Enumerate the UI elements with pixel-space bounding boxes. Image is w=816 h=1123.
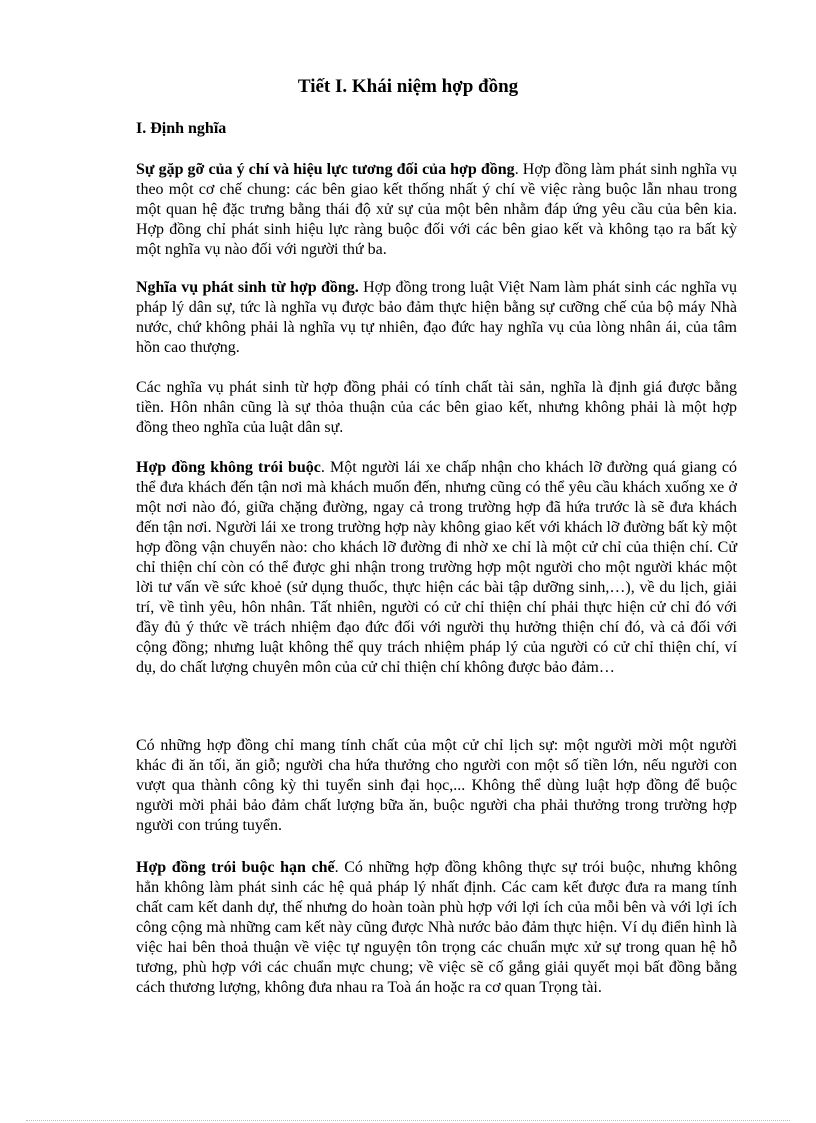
paragraph-text: Có những hợp đồng chỉ mang tính chất của một cử chỉ lịch sự: một người mời một người khác đi ăn tối, ăn giỗ; người cha hứa thưởng cho người con một số tiền lớn, nếu người con vượt qua thành công kỳ thi tuyển sinh đại học,... Không thể dùng luật hợp đồng để buộc người mời phải bảo đảm chất lượng bữa ăn, buộc người cha phải thưởng trong trường hợp người con trúng tuyển. (136, 737, 737, 834)
paragraph-text: Hợp đồng trong luật Việt Nam làm phát sinh các nghĩa vụ pháp lý dân sự, tức là nghĩa vụ được bảo đảm thực hiện bằng sự cưỡng chế của bộ máy Nhà nước, chứ không phải là nghĩa vụ tự nhiên, đạo đức hay nghĩa vụ của lòng nhân ái, của tâm hồn cao thượng. (136, 279, 737, 356)
paragraph-lead: Hợp đồng không trói buộc (136, 459, 321, 476)
paragraph-text: . Có những hợp đồng không thực sự trói buộc, nhưng không hẳn không làm phát sinh các hệ quả pháp lý nhất định. Các cam kết được đưa ra mang tính chất cam kết danh dự, thế nhưng do hoàn toàn phù hợp với lợi ích của mỗi bên và với lợi ích công cộng mà những cam kết này cũng được Nhà nước bảo đảm thực hiện. Ví dụ điển hình là việc hai bên thoả thuận về việc tự nguyện tôn trọng các chuẩn mực xử sự trong quan hệ hỗ tương, phù hợp với các chuẩn mực chung; về việc sẽ cố gắng giải quyết mọi bất đồng bằng cách thương lượng, không đưa nhau ra Toà án hoặc ra cơ quan Trọng tài. (136, 859, 738, 996)
section-heading: I. Định nghĩa (136, 120, 227, 137)
paragraph-text: . Hợp đồng làm phát sinh nghĩa vụ theo một cơ chế chung: các bên giao kết thống nhất ý chí về việc ràng buộc lẫn nhau trong một quan hệ đặc trưng bằng thái độ xử sự của một bên nhằm đáp ứng yêu cầu của bên kia. Hợp đồng chỉ phát sinh hiệu lực ràng buộc đối với các bên giao kết và không tạo ra bất kỳ một nghĩa vụ nào đối với người thứ ba. (136, 161, 737, 258)
paragraph-4 (136, 458, 737, 678)
page-bottom-divider (26, 1120, 790, 1121)
paragraph-1 (136, 160, 737, 260)
page-title: Tiết I. Khái niệm hợp đồng (297, 76, 519, 97)
paragraph-6 (136, 858, 737, 998)
paragraph-text: Các nghĩa vụ phát sinh từ hợp đồng phải có tính chất tài sản, nghĩa là định giá được bằng tiền. Hôn nhân cũng là sự thỏa thuận của các bên giao kết, nhưng không phải là một hợp đồng theo nghĩa của luật dân sự. (136, 379, 737, 436)
paragraph-5 (136, 736, 737, 836)
paragraph-lead: Sự gặp gỡ của ý chí và hiệu lực tương đối của hợp đồng (136, 161, 515, 178)
paragraph-text: . Một người lái xe chấp nhận cho khách lỡ đường quá giang có thể đưa khách đến tận nơi mà khách muốn đến, nhưng cũng có thể yêu cầu khách xuống xe ở một nơi nào đó, giữa chặng đường, ngay cả trong trường hợp đã hứa trước là sẽ đưa khách đến tận nơi. Người lái xe trong trường hợp này không giao kết với khách lỡ đường bất kỳ một hợp đồng vận chuyển nào: cho khách lỡ đường đi nhờ xe chỉ là một cử chỉ của thiện chí. Cử chỉ thiện chí còn có thể được ghi nhận trong trường hợp một người cho một người khác một lời tư vấn về sức khoẻ (sử dụng thuốc, thực hiện các bài tập dưỡng sinh,…), về du lịch, giải trí, về tình yêu, hôn nhân. Tất nhiên, người có cử chỉ thiện chí phải thực hiện cử chỉ đó với đầy đủ ý thức về trách nhiệm đạo đức đối với người thụ hưởng thiện chí đó, và cả đối với cộng đồng; nhưng luật không thể quy trách nhiệm pháp lý của người có cử chỉ thiện chí, ví dụ, do chất lượng chuyên môn của cử chỉ thiện chí không được bảo đảm… (136, 459, 737, 676)
paragraph-lead: Nghĩa vụ phát sinh từ hợp đồng. (136, 279, 359, 296)
paragraph-lead: Hợp đồng trói buộc hạn chế (136, 859, 335, 876)
paragraph-3 (136, 378, 737, 438)
paragraph-2 (136, 278, 737, 358)
